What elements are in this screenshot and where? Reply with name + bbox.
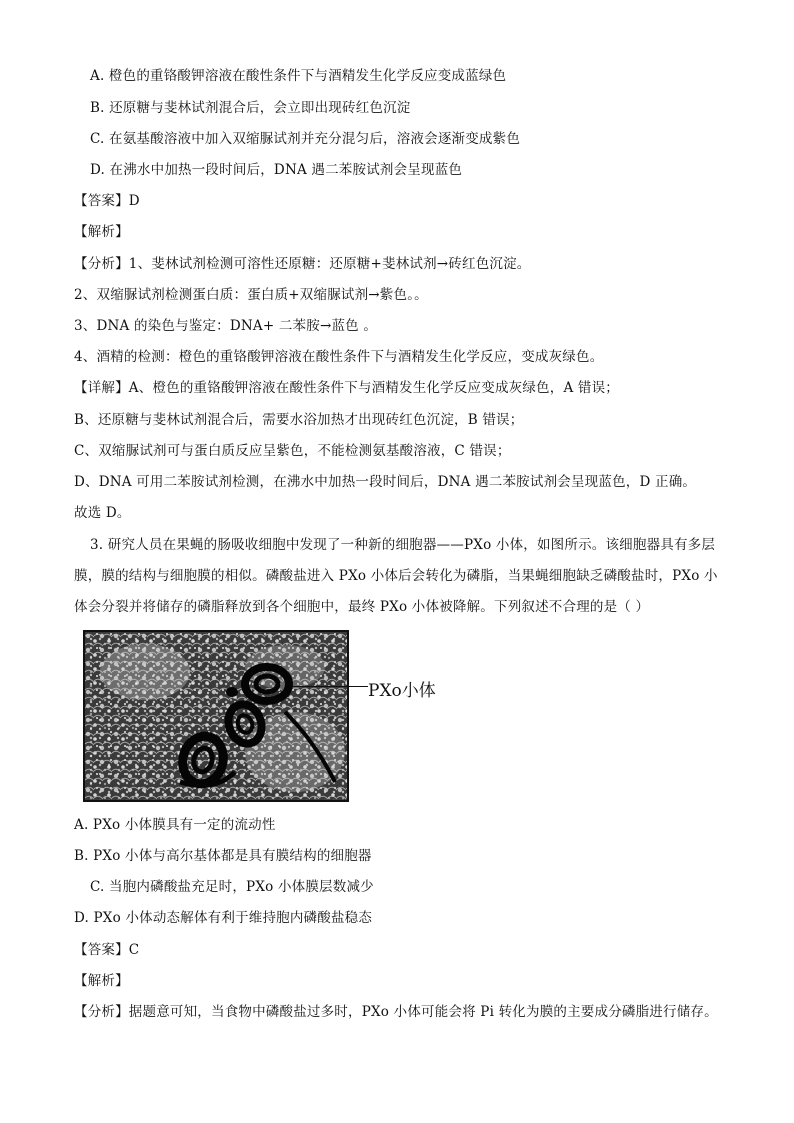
q3-stem-line-2: 膜，膜的结构与细胞膜的相似。磷酸盐进入 PXo 小体后会转化为磷脂，当果蝇细胞缺乏磷酸盐时，PXo 小 — [74, 568, 718, 584]
q3-option-b: B. PXo 小体与高尔基体都是具有膜结构的细胞器 — [74, 848, 372, 864]
q2-analysis-1: 【分析】1、斐林试剂检测可溶性还原糖：还原糖+斐林试剂→砖红色沉淀。 — [74, 256, 531, 272]
q3-answer: 【答案】C — [74, 942, 140, 958]
q3-analysis: 【分析】据题意可知，当食物中磷酸盐过多时，PXo 小体可能会将 Pi 转化为膜的主要成分磷脂进行储存。 — [74, 1004, 718, 1020]
q2-analysis-2: 2、双缩脲试剂检测蛋白质：蛋白质+双缩脲试剂→紫色。。 — [74, 287, 428, 303]
q2-option-a: A. 橙色的重铬酸钾溶液在酸性条件下与酒精发生化学反应变成蓝绿色 — [90, 68, 507, 84]
q3-option-c: C. 当胞内磷酸盐充足时，PXo 小体膜层数减少 — [90, 879, 374, 895]
pxo-micrograph — [83, 630, 349, 802]
q2-detail-d: D、DNA 可用二苯胺试剂检测，在沸水中加热一段时间后，DNA 遇二苯胺试剂会呈现蓝色，D 正确。 — [74, 474, 697, 490]
q3-option-d: D. PXo 小体动态解体有利于维持胞内磷酸盐稳态 — [74, 910, 373, 926]
q3-option-a: A. PXo 小体膜具有一定的流动性 — [74, 817, 276, 833]
figure-leader-line — [292, 686, 368, 687]
q2-conclusion: 故选 D。 — [74, 505, 131, 521]
q2-detail-b: B、还原糖与斐林试剂混合后，需要水浴加热才出现砖红色沉淀，B 错误； — [74, 412, 524, 428]
q2-jiexi-heading: 【解析】 — [74, 224, 129, 240]
q3-stem-line-1: 3. 研究人员在果蝇的肠吸收细胞中发现了一种新的细胞器——PXo 小体，如图所示。该细胞器具有多层 — [90, 537, 716, 553]
q2-analysis-4: 4、酒精的检测：橙色的重铬酸钾溶液在酸性条件下与酒精发生化学反应，变成灰绿色。 — [74, 349, 604, 365]
q2-analysis-3: 3、DNA 的染色与鉴定：DNA+ 二苯胺→蓝色 。 — [74, 318, 378, 334]
q2-detail-a: 【详解】A、橙色的重铬酸钾溶液在酸性条件下与酒精发生化学反应变成灰绿色，A 错误； — [74, 380, 619, 396]
q2-option-b: B. 还原糖与斐林试剂混合后，会立即出现砖红色沉淀 — [90, 100, 411, 116]
q2-option-d: D. 在沸水中加热一段时间后，DNA 遇二苯胺试剂会呈现蓝色 — [90, 162, 463, 178]
q2-option-c: C. 在氨基酸溶液中加入双缩脲试剂并充分混匀后，溶液会逐渐变成紫色 — [90, 131, 521, 147]
micrograph-image — [85, 632, 347, 800]
q2-detail-c: C、双缩脲试剂可与蛋白质反应呈紫色，不能检测氨基酸溶液，C 错误； — [74, 443, 511, 459]
q2-answer: 【答案】D — [74, 193, 140, 209]
q3-stem-line-3: 体会分裂并将储存的磷脂释放到各个细胞中，最终 PXo 小体被降解。下列叙述不合理的是（ ） — [74, 599, 650, 615]
figure-label: PXo小体 — [368, 681, 436, 701]
q3-jiexi-heading: 【解析】 — [74, 973, 129, 989]
